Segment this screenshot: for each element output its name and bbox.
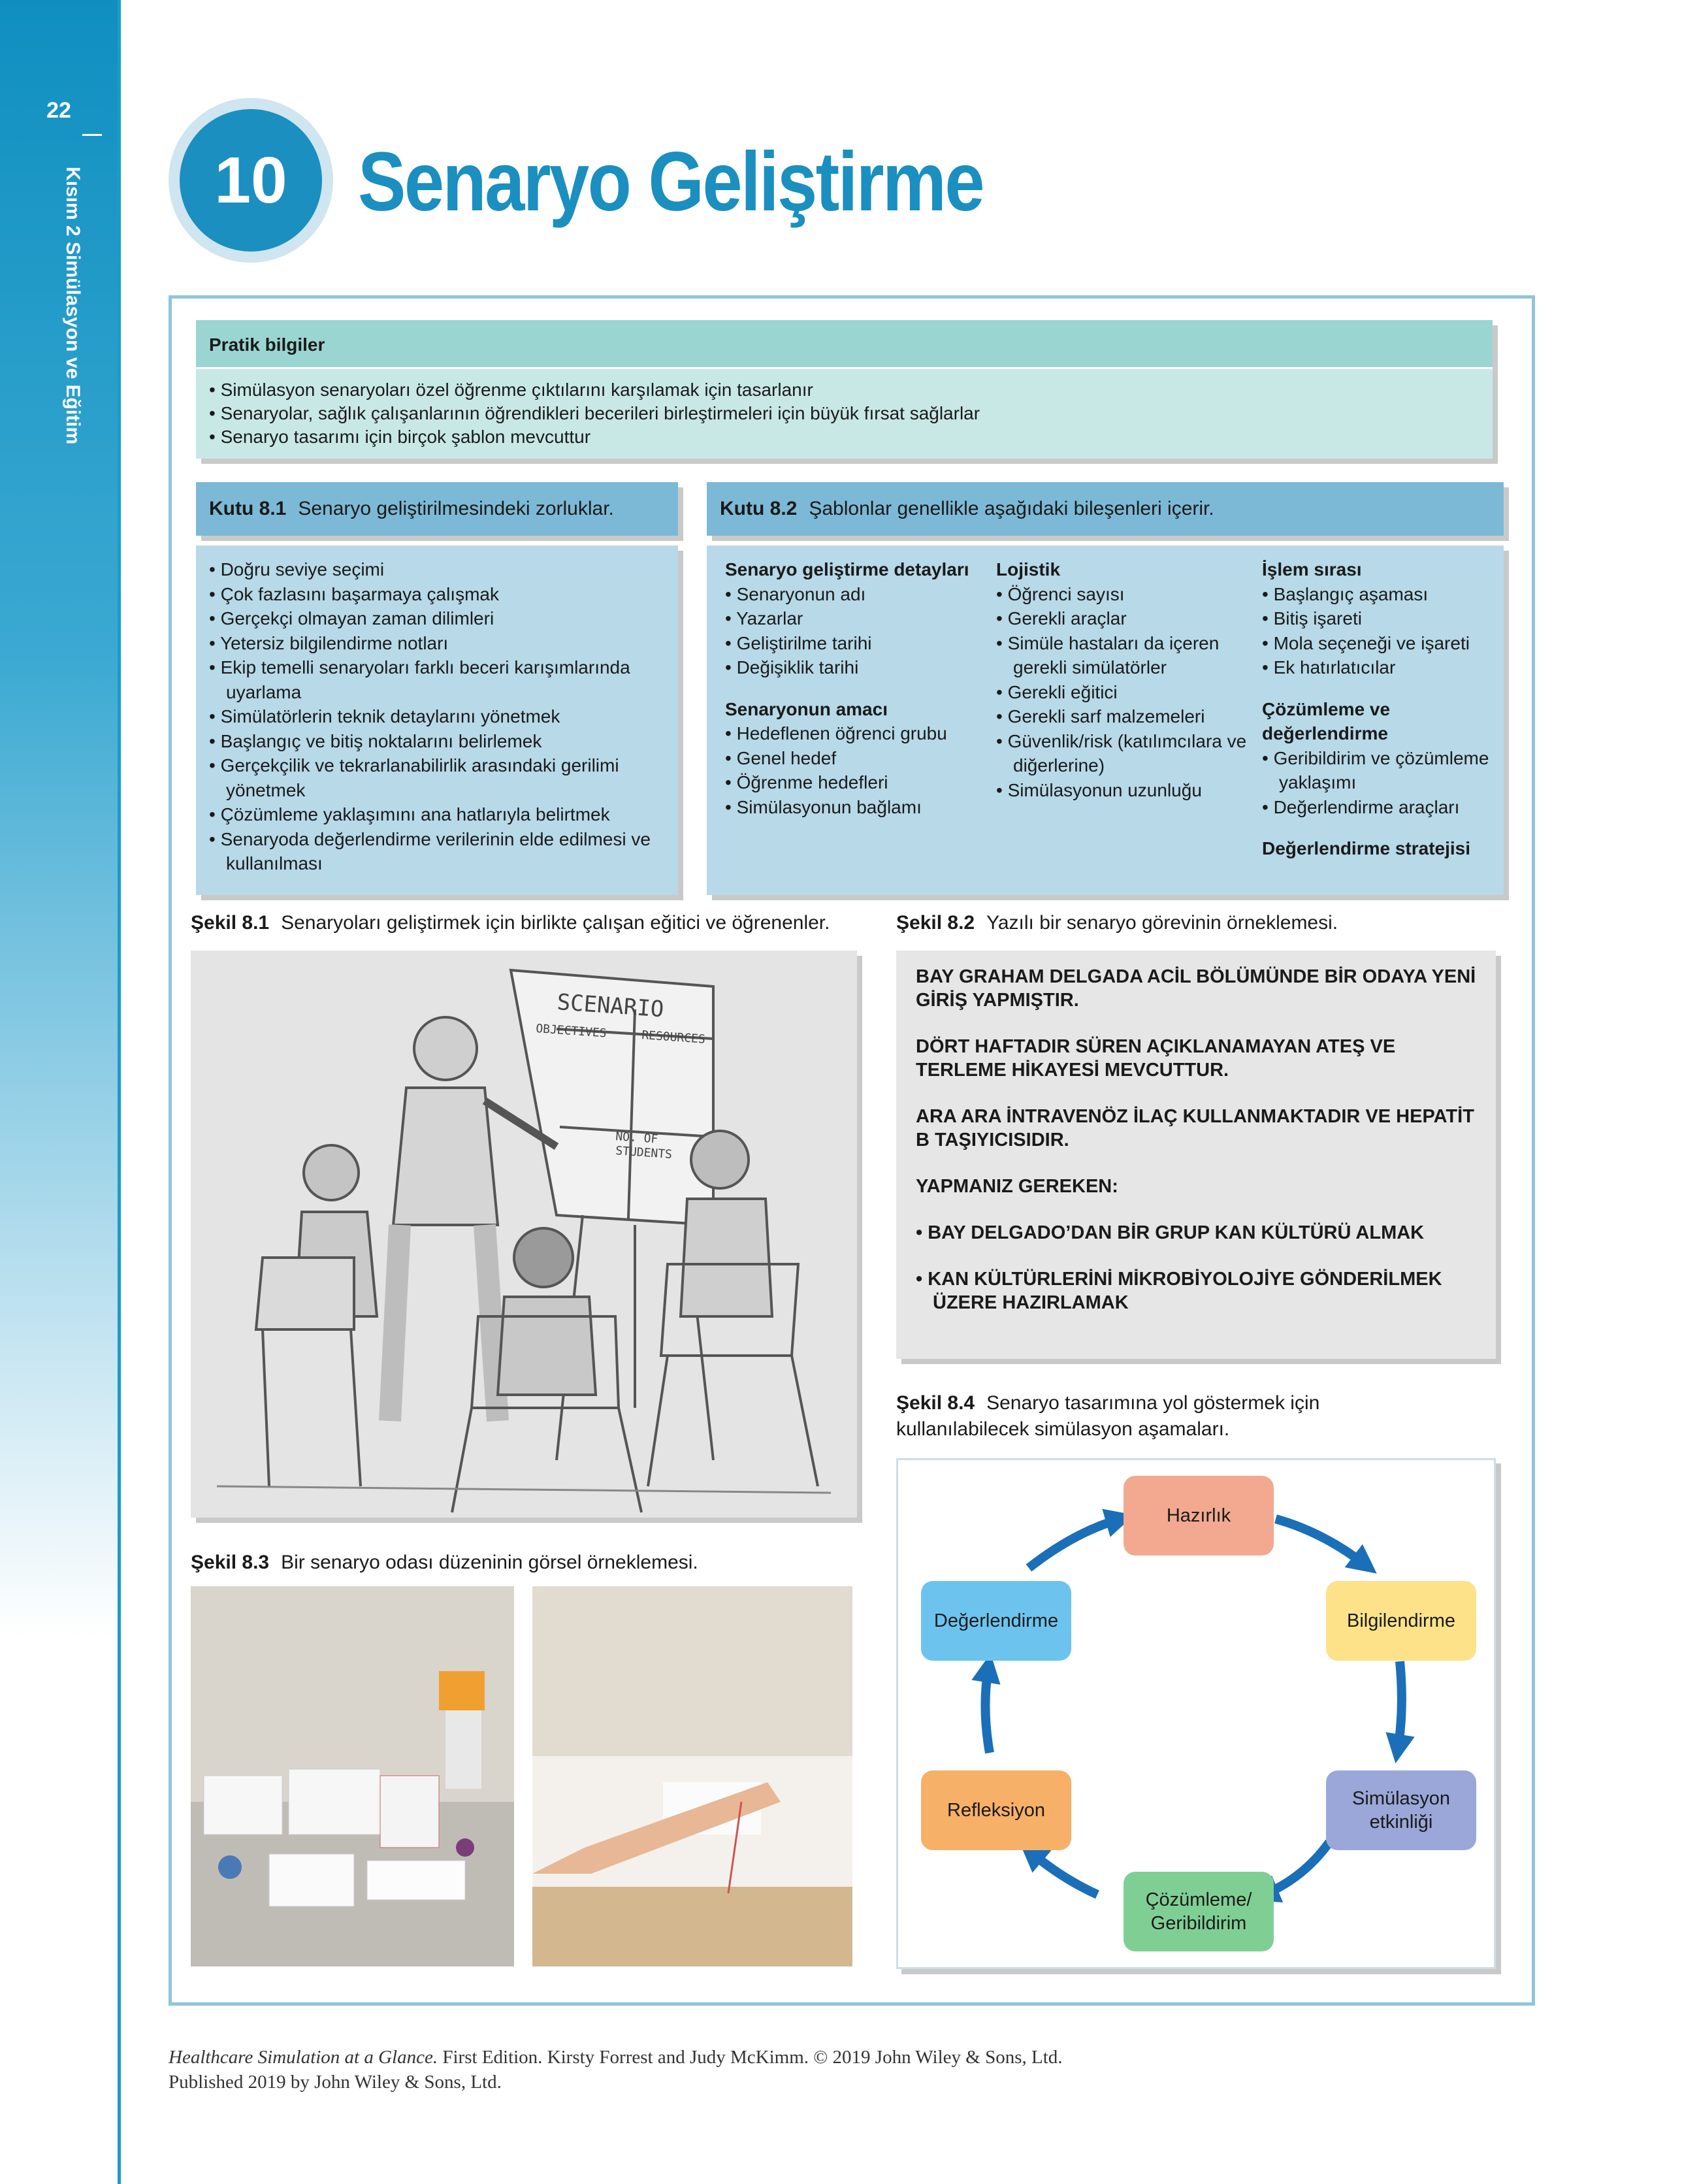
scenario-paragraph: BAY GRAHAM DELGADA ACİL BÖLÜMÜNDE BİR ODAYA YENİ GİRİŞ YAPMIŞTIR. bbox=[916, 966, 1476, 1011]
list-item: • Çok fazlasını başarmaya çalışmak bbox=[209, 583, 499, 604]
node-bilgilendirme: Bilgilendirme bbox=[1326, 1581, 1476, 1661]
box-8-1-body bbox=[196, 546, 678, 895]
box-8-2-col-2 bbox=[996, 557, 1248, 802]
box-8-2-col-1 bbox=[725, 557, 986, 819]
simulation-cycle-diagram bbox=[896, 1458, 1496, 1969]
subheading: Senaryonun amacı bbox=[725, 698, 888, 719]
board-title: SCENARIO bbox=[556, 989, 665, 1023]
book-title: Healthcare Simulation at a Glance. bbox=[169, 2047, 438, 2068]
list-item: • Doğru seviye seçimi bbox=[209, 559, 385, 579]
pratik-list bbox=[196, 367, 1493, 459]
list-item: • Bitiş işareti bbox=[1262, 608, 1362, 628]
pratik-heading: Pratik bilgiler bbox=[196, 320, 1493, 367]
arrow-cozumleme-to-refleksiyon bbox=[1031, 1852, 1097, 1895]
list-item: • Senaryo tasarımı için birçok şablon mevcuttur bbox=[209, 427, 591, 447]
list-item: • Gerekli eğitici bbox=[996, 681, 1118, 702]
list-item: • Senaryoda değerlendirme verilerinin elde edilmesi ve kullanılması bbox=[209, 828, 651, 873]
footer-line-2: Published 2019 by John Wiley & Sons, Ltd. bbox=[169, 2072, 502, 2093]
figure-8-4-caption bbox=[896, 1390, 1432, 1442]
list-item: • Hedeflenen öğrenci grubu bbox=[725, 723, 947, 743]
arrow-simulasyon-to-cozumleme bbox=[1264, 1842, 1329, 1895]
scenario-paragraph: YAPMANIZ GEREKEN: bbox=[916, 1176, 1118, 1197]
list-item: • Genel hedef bbox=[725, 747, 837, 768]
node-cozumleme-geribildirim: Çözümleme/ Geribildirim bbox=[1124, 1872, 1274, 1951]
list-item: • Değerlendirme araçları bbox=[1262, 796, 1460, 817]
list-item: • Geliştirilme tarihi bbox=[725, 632, 872, 653]
box-8-2-label: Kutu 8.2 bbox=[720, 498, 798, 519]
list-item: • Yetersiz bilgilendirme notları bbox=[209, 632, 449, 653]
list-item: • Öğrenme hedefleri bbox=[725, 772, 888, 792]
node-degerlendirme: Değerlendirme bbox=[921, 1581, 1071, 1661]
list-item: • Geribildirim ve çözümleme yaklaşımı bbox=[1262, 747, 1489, 792]
arrow-refleksiyon-to-degerlendirme bbox=[985, 1668, 990, 1753]
scenario-task-card bbox=[896, 951, 1496, 1359]
list-item: • Yazarlar bbox=[725, 608, 803, 628]
figure-label: Şekil 8.3 bbox=[191, 1552, 270, 1573]
arrow-bilgilendirme-to-simulasyon bbox=[1398, 1661, 1402, 1749]
figure-8-1-caption bbox=[191, 910, 830, 936]
chapter-number: 10 bbox=[180, 109, 322, 252]
footer-line-1 bbox=[169, 2045, 1063, 2070]
page-number-rule bbox=[82, 134, 102, 136]
subheading: İşlem sırası bbox=[1262, 559, 1362, 579]
scenario-paragraph: ARA ARA İNTRAVENÖZ İLAÇ KULLANMAKTADIR VE HEPATİT B TAŞIYICISIDIR. bbox=[916, 1106, 1474, 1150]
caption-text: Bir senaryo odası düzeninin görsel örneklemesi. bbox=[281, 1552, 698, 1573]
list-item: • Simülasyon senaryoları özel öğrenme çıktılarını karşılamak için tasarlanır bbox=[209, 380, 813, 400]
board-col-objectives: OBJECTIVES bbox=[535, 1022, 607, 1041]
board-note-line2: STUDENTS bbox=[615, 1144, 673, 1162]
list-item: • Ek hatırlatıcılar bbox=[1262, 657, 1396, 677]
box-8-2-col-3 bbox=[1262, 557, 1497, 861]
arrow-degerlendirme-to-hazirlik bbox=[1029, 1519, 1120, 1568]
subheading: Senaryo geliştirme detayları bbox=[725, 559, 969, 579]
manikin-illustration bbox=[532, 1586, 852, 1966]
box-8-2-body bbox=[707, 546, 1504, 895]
figure-label: Şekil 8.1 bbox=[191, 912, 270, 934]
chapter-title: Senaryo Geliştirme bbox=[358, 135, 983, 229]
scenario-task-item: • KAN KÜLTÜRLERİNİ MİKROBİYOLOJİYE GÖNDERİLMEK ÜZERE HAZIRLAMAK bbox=[916, 1269, 1442, 1313]
list-item: • Gerçekçilik ve tekrarlanabilirlik arasındaki gerilimi yönetmek bbox=[209, 755, 619, 800]
list-item: • Simülasyonun uzunluğu bbox=[996, 779, 1202, 800]
manikin-bed-photo bbox=[532, 1586, 852, 1966]
supplies-photo bbox=[191, 1586, 514, 1966]
node-refleksiyon: Refleksiyon bbox=[921, 1770, 1071, 1850]
list-item: • Mola seçeneği ve işareti bbox=[1262, 632, 1470, 653]
list-item: • Simüle hastaları da içeren gerekli simülatörler bbox=[996, 632, 1220, 677]
list-item: • Çözümleme yaklaşımını ana hatlarıyla belirtmek bbox=[209, 804, 610, 824]
board-note-line1: NO. OF bbox=[615, 1130, 658, 1147]
node-hazirlik: Hazırlık bbox=[1124, 1476, 1274, 1556]
supplies-illustration bbox=[191, 1586, 514, 1966]
arrow-hazirlik-to-bilgilendirme bbox=[1276, 1519, 1365, 1565]
figure-8-3-caption bbox=[191, 1550, 698, 1576]
list-item: • Güvenlik/risk (katılımcılara ve diğerlerine) bbox=[996, 730, 1247, 775]
footer-line-1-rest: First Edition. Kirsty Forrest and Judy McKimm. © 2019 John Wiley & Sons, Ltd. bbox=[438, 2047, 1063, 2068]
subheading: Çözümleme ve değerlendirme bbox=[1262, 698, 1391, 743]
scenario-task-item: • BAY DELGADO’DAN BİR GRUP KAN KÜLTÜRÜ ALMAK bbox=[916, 1222, 1425, 1243]
caption-text: Senaryo tasarımına yol göstermek için kullanılabilecek simülasyon aşamaları. bbox=[896, 1392, 1320, 1440]
caption-text: Yazılı bir senaryo görevinin örneklemesi. bbox=[986, 912, 1338, 934]
list-item: • Simülasyonun bağlamı bbox=[725, 796, 922, 817]
classroom-sketch-image bbox=[191, 951, 857, 1518]
list-item: • Başlangıç aşaması bbox=[1262, 583, 1429, 604]
list-item: • Gerekli araçlar bbox=[996, 608, 1127, 628]
figure-label: Şekil 8.2 bbox=[896, 912, 975, 934]
pratik-bilgiler-box bbox=[196, 320, 1493, 459]
list-item: • Değişiklik tarihi bbox=[725, 657, 859, 677]
list-item: • Gerçekçi olmayan zaman dilimleri bbox=[209, 608, 494, 628]
side-strip bbox=[0, 0, 118, 2184]
board-col-resources: RESOURCES bbox=[641, 1028, 706, 1047]
list-item: • Gerekli sarf malzemeleri bbox=[996, 706, 1205, 726]
figure-8-2-caption bbox=[896, 910, 1338, 936]
node-simulasyon-etkinligi: Simülasyon etkinliği bbox=[1326, 1770, 1476, 1850]
side-rule bbox=[118, 0, 121, 2184]
page-number: 22 bbox=[46, 98, 71, 123]
caption-text: Senaryoları geliştirmek için birlikte çalışan eğitici ve öğrenenler. bbox=[281, 912, 830, 934]
box-8-1-label: Kutu 8.1 bbox=[209, 498, 287, 519]
list-item: • Başlangıç ve bitiş noktalarını belirlemek bbox=[209, 730, 542, 751]
subheading: Değerlendirme stratejisi bbox=[1262, 838, 1471, 858]
box-8-1-title: Senaryo geliştirilmesindeki zorluklar. bbox=[298, 498, 614, 519]
box-8-2-title: Şablonlar genellikle aşağıdaki bileşenleri içerir. bbox=[809, 498, 1214, 519]
scenario-paragraph: DÖRT HAFTADIR SÜREN AÇIKLANAMAYAN ATEŞ VE TERLEME HİKAYESİ MEVCUTTUR. bbox=[916, 1036, 1396, 1081]
box-8-1-header bbox=[196, 482, 678, 536]
list-item: • Ekip temelli senaryoları farklı beceri karışımlarında uyarlama bbox=[209, 657, 630, 702]
copyright-footer bbox=[169, 2045, 1063, 2094]
list-item: • Senaryolar, sağlık çalışanlarının öğrendikleri becerileri birleştirmeleri için büyük fırsat sağlarlar bbox=[209, 403, 980, 423]
list-item: • Öğrenci sayısı bbox=[996, 583, 1125, 604]
list-item: • Simülatörlerin teknik detaylarını yönetmek bbox=[209, 706, 560, 726]
figure-label: Şekil 8.4 bbox=[896, 1392, 975, 1414]
sketch-drawing bbox=[191, 951, 857, 1518]
box-8-2-header bbox=[707, 482, 1504, 536]
section-label: Kısım 2 Simülasyon ve Eğitim bbox=[62, 167, 84, 445]
list-item: • Senaryonun adı bbox=[725, 583, 866, 604]
subheading: Lojistik bbox=[996, 559, 1061, 579]
